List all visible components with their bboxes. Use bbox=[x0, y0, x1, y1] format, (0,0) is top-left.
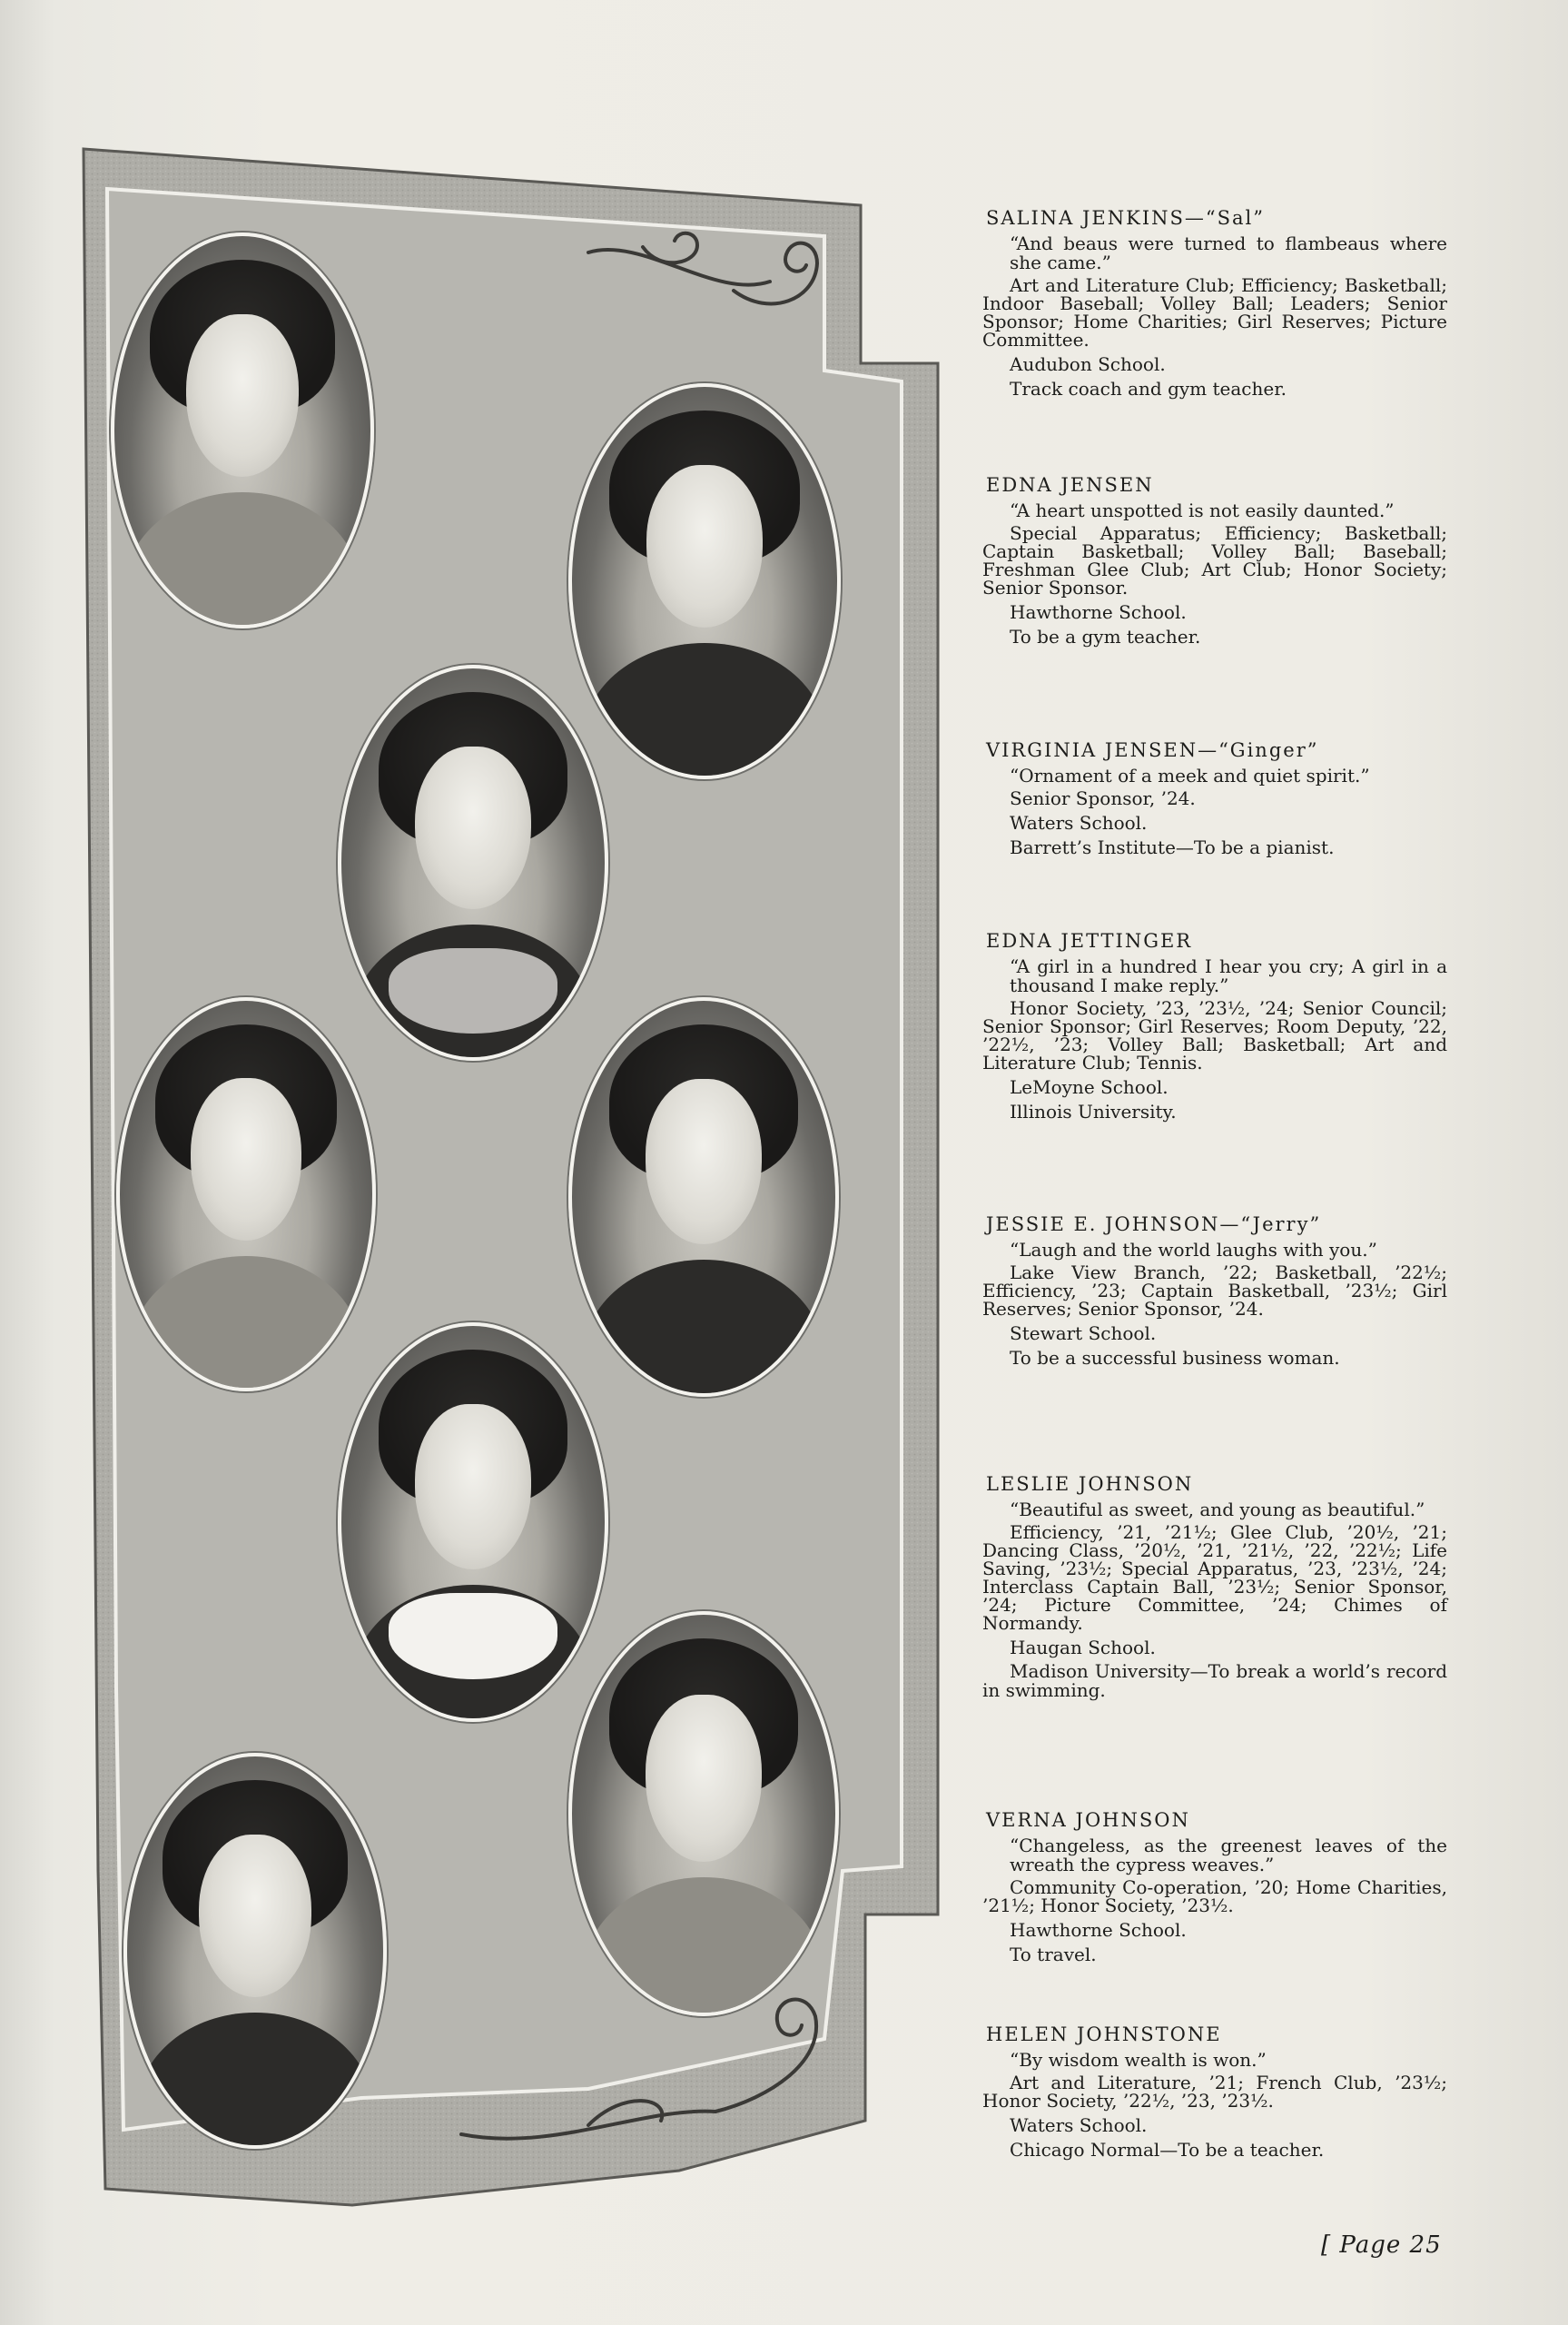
student-entry bbox=[982, 1809, 1447, 1969]
student-name: JESSIE E. JOHNSON—“Jerry” bbox=[986, 1213, 1322, 1235]
student-future: To travel. bbox=[1010, 1944, 1097, 1965]
student-entry bbox=[982, 930, 1447, 1126]
student-school: Waters School. bbox=[1010, 812, 1148, 834]
student-quote: “And beaus were turned to flambeaus where she came.” bbox=[1010, 232, 1447, 273]
portrait-photo bbox=[568, 997, 839, 1397]
student-school: LeMoyne School. bbox=[1010, 1076, 1169, 1098]
student-entry bbox=[982, 739, 1447, 862]
student-activities: Efficiency, ’21, ’21½; Glee Club, ’20½, ’21; Dancing Class, ’20½, ’21, ’21½, ’22, ’22½; Life Saving, ’23½; Special Apparatus, ’23, ’23½, ’24; Interclass Captain Ball, ’23½; Senior Sponsor, ’24; Picture Committee, ’24; Chimes of Normandy. bbox=[982, 1521, 1447, 1634]
student-name: SALINA JENKINS—“Sal” bbox=[986, 207, 1265, 229]
student-future: To be a successful business woman. bbox=[1010, 1347, 1340, 1369]
student-school: Audubon School. bbox=[1010, 353, 1166, 375]
student-name: EDNA JETTINGER bbox=[986, 930, 1193, 952]
portrait-photo bbox=[111, 232, 374, 628]
student-name: HELEN JOHNSTONE bbox=[986, 2023, 1222, 2045]
student-activities: Community Co-operation, ’20; Home Charities, ’21½; Honor Society, ’23½. bbox=[982, 1876, 1447, 1916]
photo-panel bbox=[80, 145, 952, 2207]
student-quote: “A girl in a hundred I hear you cry; A girl in a thousand I make reply.” bbox=[1010, 955, 1447, 996]
student-school: Waters School. bbox=[1010, 2114, 1148, 2136]
portrait-collar bbox=[389, 1593, 557, 1679]
student-activities: Art and Literature, ’21; French Club, ’23½; Honor Society, ’22½, ’23, ’23½. bbox=[982, 2072, 1447, 2112]
portrait-face bbox=[646, 1079, 762, 1243]
student-activities: Special Apparatus; Efficiency; Basketball; Captain Basketball; Volley Ball; Baseball; Freshman Glee Club; Art Club; Honor Society; Senior Sponsor. bbox=[982, 522, 1447, 599]
portrait-dress bbox=[583, 1260, 825, 1397]
student-future: Illinois University. bbox=[1010, 1101, 1177, 1123]
student-activities: Honor Society, ’23, ’23½, ’24; Senior Council; Senior Sponsor; Girl Reserves; Room Deputy, ’22, ’22½, ’23; Volley Ball; Basketball; Art and Literature Club; Tennis. bbox=[982, 997, 1447, 1073]
student-activities: Lake View Branch, ’22; Basketball, ’22½; Efficiency, ’23; Captain Basketball, ’23½; Girl Reserves; Senior Sponsor, ’24. bbox=[982, 1261, 1447, 1320]
student-future: Barrett’s Institute—To be a pianist. bbox=[1010, 836, 1335, 858]
student-name: VERNA JOHNSON bbox=[986, 1809, 1190, 1831]
portrait-face bbox=[199, 1835, 311, 1998]
student-quote: “By wisdom wealth is won.” bbox=[1010, 2049, 1267, 2071]
portrait-face bbox=[191, 1078, 301, 1241]
student-future: Chicago Normal—To be a teacher. bbox=[1010, 2139, 1325, 2161]
student-name: LESLIE JOHNSON bbox=[986, 1473, 1194, 1495]
portrait-dress bbox=[137, 2013, 372, 2149]
student-quote: “Ornament of a meek and quiet spirit.” bbox=[1010, 765, 1370, 787]
page-number: [ Page 25 bbox=[1321, 2231, 1442, 2259]
portrait-collar bbox=[389, 948, 557, 1034]
student-future: Track coach and gym teacher. bbox=[1010, 378, 1287, 400]
student-school: Hawthorne School. bbox=[1010, 1919, 1187, 1941]
portrait-dress bbox=[583, 643, 827, 779]
student-school: Hawthorne School. bbox=[1010, 601, 1187, 623]
portrait-dress bbox=[583, 1877, 825, 2016]
student-name: VIRGINIA JENSEN—“Ginger” bbox=[986, 739, 1319, 761]
student-activities: Senior Sponsor, ’24. bbox=[1010, 787, 1196, 809]
portrait-face bbox=[415, 1404, 531, 1568]
student-school: Stewart School. bbox=[1010, 1322, 1157, 1344]
portrait-face bbox=[415, 747, 531, 910]
portrait-photo bbox=[116, 997, 376, 1391]
student-quote: “Laugh and the world laughs with you.” bbox=[1010, 1239, 1377, 1261]
portrait-face bbox=[186, 314, 299, 478]
student-entry bbox=[982, 1473, 1447, 1704]
student-name: EDNA JENSEN bbox=[986, 474, 1154, 496]
portrait-photo bbox=[338, 1322, 608, 1722]
student-future: To be a gym teacher. bbox=[1010, 626, 1201, 648]
student-entry bbox=[982, 207, 1447, 403]
portrait-face bbox=[646, 465, 763, 628]
student-future: Madison University—To break a world’s record in swimming. bbox=[982, 1660, 1447, 1701]
portrait-face bbox=[646, 1695, 762, 1862]
student-quote: “A heart unspotted is not easily daunted.” bbox=[1010, 500, 1395, 521]
student-entry bbox=[982, 2023, 1447, 2164]
student-quote: “Beautiful as sweet, and young as beautiful.” bbox=[1010, 1499, 1425, 1520]
student-school: Haugan School. bbox=[1010, 1637, 1156, 1658]
portrait-photo bbox=[123, 1753, 387, 2149]
portrait-photo bbox=[338, 665, 608, 1061]
portrait-photo bbox=[568, 1611, 839, 2016]
portrait-dress bbox=[124, 492, 360, 628]
student-entry bbox=[982, 474, 1447, 651]
portrait-photo bbox=[568, 383, 841, 779]
student-activities: Art and Literature Club; Efficiency; Basketball; Indoor Baseball; Volley Ball; Leaders; Senior Sponsor; Home Charities; Girl Reserves; Picture Committee. bbox=[982, 274, 1447, 351]
student-quote: “Changeless, as the greenest leaves of the wreath the cypress weaves.” bbox=[1010, 1835, 1447, 1875]
portrait-dress bbox=[130, 1256, 362, 1391]
student-entry bbox=[982, 1213, 1447, 1372]
